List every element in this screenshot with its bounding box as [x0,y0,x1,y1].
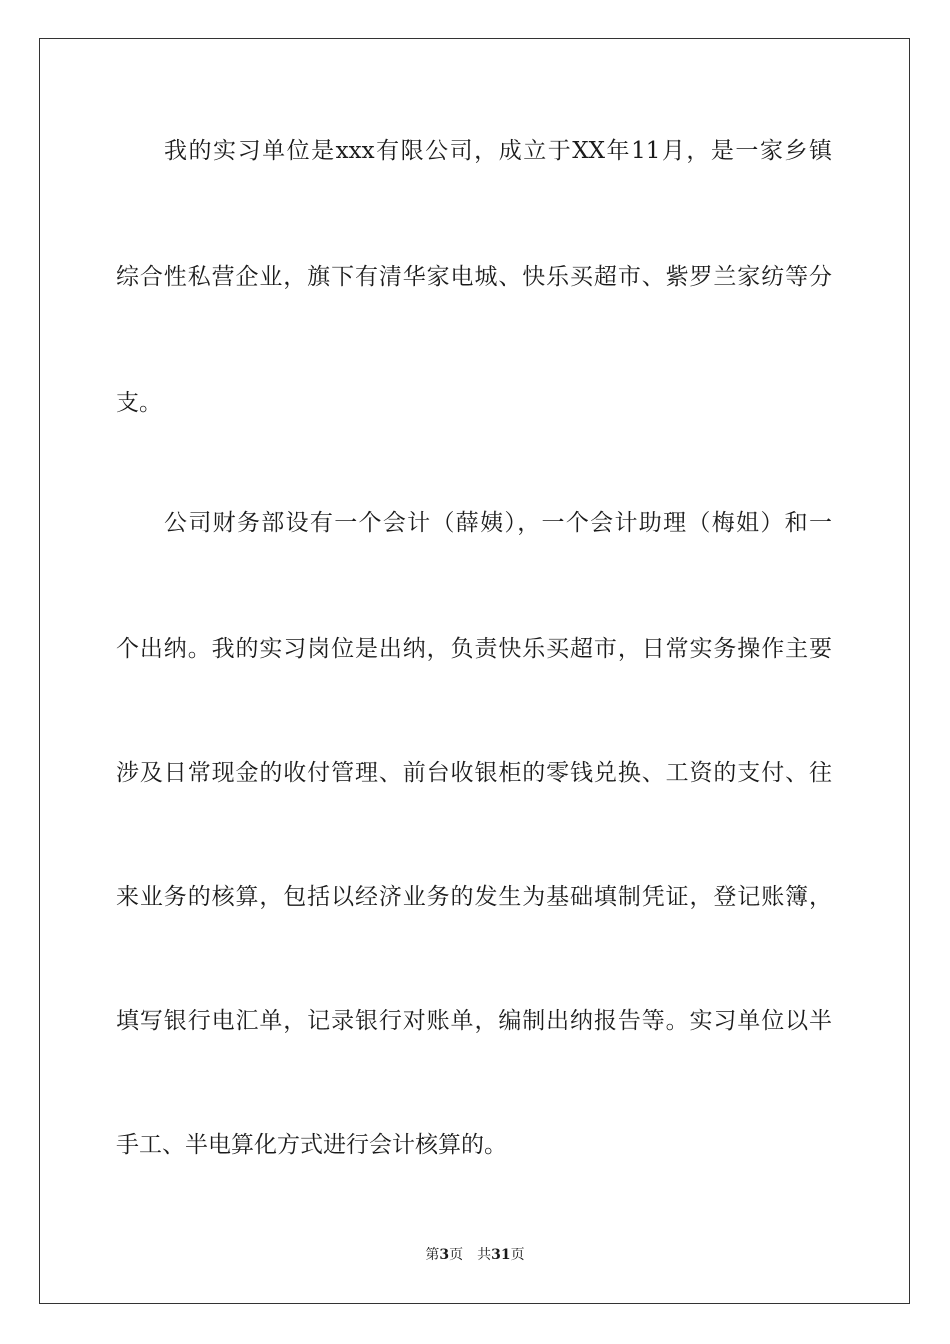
total-prefix: 共 [477,1247,492,1263]
paragraph-2-line-5: 填写银行电汇单，记录银行对账单，编制出纳报告等。实习单位以半 [116,1008,832,1034]
paragraph-2-line-2: 个出纳。我的实习岗位是出纳，负责快乐买超市，日常实务操作主要 [116,636,832,662]
paragraph-2-line-1: 公司财务部设有一个会计（薛姨），一个会计助理（梅姐）和一 [164,510,832,536]
paragraph-1-line-1: 我的实习单位是xxx有限公司，成立于XX年11月，是一家乡镇 [164,138,832,164]
page-prefix: 第 [425,1247,440,1263]
paragraph-1-line-3: 支。 [116,390,162,416]
total-suffix: 页 [510,1247,525,1263]
paragraph-2-line-6: 手工、半电算化方式进行会计核算的。 [116,1132,507,1158]
paragraph-1-line-2: 综合性私营企业，旗下有清华家电城、快乐买超市、紫罗兰家纺等分 [116,264,832,290]
page-suffix: 页 [449,1247,464,1263]
paragraph-2-line-3: 涉及日常现金的收付管理、前台收银柜的零钱兑换、工资的支付、往 [116,760,832,786]
total-pages: 31 [491,1247,511,1263]
page-footer [0,1245,950,1265]
page-number: 3 [439,1247,450,1263]
page-border [39,38,910,1304]
paragraph-2-line-4: 来业务的核算，包括以经济业务的发生为基础填制凭证，登记账簿， [116,884,832,910]
